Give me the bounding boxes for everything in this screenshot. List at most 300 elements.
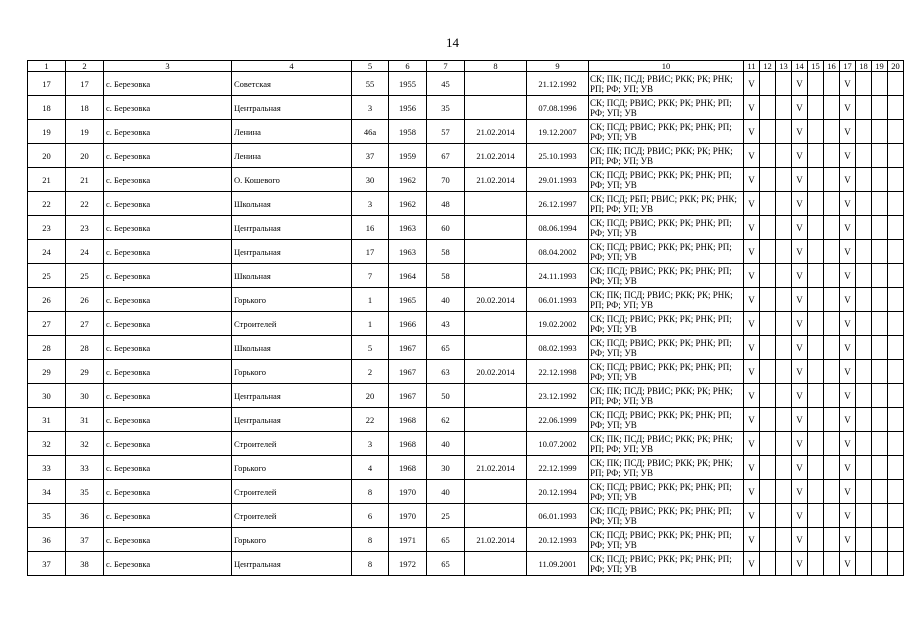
house-number-cell: 8 bbox=[352, 552, 389, 576]
row-number: 20 bbox=[28, 144, 66, 168]
empty-cell-col-18 bbox=[856, 168, 872, 192]
service-codes-cell: СК; ПК; ПСД; РВИС; РКК; РК; РНК; РП; РФ; УП; УВ bbox=[589, 288, 744, 312]
empty-cell-col-19 bbox=[872, 480, 888, 504]
empty-cell-col-15 bbox=[808, 144, 824, 168]
service-codes-cell: СК; ПСД; РВИС; РКК; РК; РНК; РП; РФ; УП; УВ bbox=[589, 360, 744, 384]
survey-date-cell bbox=[465, 240, 527, 264]
street-cell: Строителей bbox=[232, 312, 352, 336]
service-codes-cell: СК; ПК; ПСД; РВИС; РКК; РК; РНК; РП; РФ; УП; УВ bbox=[589, 144, 744, 168]
check-mark-col-14: V bbox=[792, 216, 808, 240]
survey-date-cell bbox=[465, 408, 527, 432]
empty-cell-col-20 bbox=[888, 504, 904, 528]
survey-date-cell: 21.02.2014 bbox=[465, 456, 527, 480]
empty-cell-col-12 bbox=[760, 528, 776, 552]
table-row bbox=[28, 504, 904, 528]
settlement-cell: с. Березовка bbox=[104, 192, 232, 216]
check-mark-col-17: V bbox=[840, 216, 856, 240]
empty-cell-col-13 bbox=[776, 96, 792, 120]
empty-cell-col-15 bbox=[808, 336, 824, 360]
settlement-cell: с. Березовка bbox=[104, 96, 232, 120]
empty-cell-col-16 bbox=[824, 216, 840, 240]
house-number-cell: 30 bbox=[352, 168, 389, 192]
settlement-cell: с. Березовка bbox=[104, 384, 232, 408]
empty-cell-col-20 bbox=[888, 456, 904, 480]
row-number: 17 bbox=[28, 72, 66, 96]
row-number: 24 bbox=[28, 240, 66, 264]
empty-cell-col-18 bbox=[856, 96, 872, 120]
street-cell: Центральная bbox=[232, 408, 352, 432]
empty-cell-col-18 bbox=[856, 552, 872, 576]
empty-cell-col-20 bbox=[888, 312, 904, 336]
column-header-6: 6 bbox=[389, 61, 427, 72]
house-number-cell: 6 bbox=[352, 504, 389, 528]
row-number: 19 bbox=[28, 120, 66, 144]
object-number: 28 bbox=[66, 336, 104, 360]
check-mark-col-11: V bbox=[744, 480, 760, 504]
wear-percent-cell: 58 bbox=[427, 240, 465, 264]
empty-cell-col-13 bbox=[776, 264, 792, 288]
check-mark-col-14: V bbox=[792, 336, 808, 360]
check-mark-col-11: V bbox=[744, 120, 760, 144]
table-row bbox=[28, 96, 904, 120]
empty-cell-col-13 bbox=[776, 552, 792, 576]
street-cell: Центральная bbox=[232, 96, 352, 120]
settlement-cell: с. Березовка bbox=[104, 120, 232, 144]
empty-cell-col-20 bbox=[888, 408, 904, 432]
wear-percent-cell: 40 bbox=[427, 288, 465, 312]
survey-date-cell: 21.02.2014 bbox=[465, 528, 527, 552]
row-number: 21 bbox=[28, 168, 66, 192]
empty-cell-col-16 bbox=[824, 288, 840, 312]
survey-date-cell bbox=[465, 312, 527, 336]
wear-percent-cell: 70 bbox=[427, 168, 465, 192]
empty-cell-col-16 bbox=[824, 144, 840, 168]
empty-cell-col-12 bbox=[760, 504, 776, 528]
settlement-cell: с. Березовка bbox=[104, 552, 232, 576]
year-built-cell: 1968 bbox=[389, 408, 427, 432]
empty-cell-col-20 bbox=[888, 216, 904, 240]
settlement-cell: с. Березовка bbox=[104, 216, 232, 240]
empty-cell-col-13 bbox=[776, 72, 792, 96]
empty-cell-col-12 bbox=[760, 192, 776, 216]
empty-cell-col-13 bbox=[776, 144, 792, 168]
registration-date-cell: 19.12.2007 bbox=[527, 120, 589, 144]
table-row bbox=[28, 72, 904, 96]
check-mark-col-11: V bbox=[744, 144, 760, 168]
check-mark-col-17: V bbox=[840, 432, 856, 456]
object-number: 36 bbox=[66, 504, 104, 528]
row-number: 28 bbox=[28, 336, 66, 360]
empty-cell-col-16 bbox=[824, 384, 840, 408]
wear-percent-cell: 30 bbox=[427, 456, 465, 480]
street-cell: Центральная bbox=[232, 216, 352, 240]
settlement-cell: с. Березовка bbox=[104, 408, 232, 432]
survey-date-cell: 21.02.2014 bbox=[465, 120, 527, 144]
empty-cell-col-19 bbox=[872, 504, 888, 528]
table-row bbox=[28, 432, 904, 456]
street-cell: Горького bbox=[232, 288, 352, 312]
empty-cell-col-19 bbox=[872, 120, 888, 144]
empty-cell-col-13 bbox=[776, 336, 792, 360]
check-mark-col-14: V bbox=[792, 504, 808, 528]
row-number: 25 bbox=[28, 264, 66, 288]
empty-cell-col-13 bbox=[776, 480, 792, 504]
registration-date-cell: 08.04.2002 bbox=[527, 240, 589, 264]
column-header-11: 11 bbox=[744, 61, 760, 72]
row-number: 37 bbox=[28, 552, 66, 576]
street-cell: Горького bbox=[232, 360, 352, 384]
empty-cell-col-20 bbox=[888, 168, 904, 192]
registration-date-cell: 26.12.1997 bbox=[527, 192, 589, 216]
house-number-cell: 1 bbox=[352, 288, 389, 312]
empty-cell-col-16 bbox=[824, 432, 840, 456]
empty-cell-col-15 bbox=[808, 216, 824, 240]
year-built-cell: 1965 bbox=[389, 288, 427, 312]
table-row bbox=[28, 360, 904, 384]
wear-percent-cell: 65 bbox=[427, 552, 465, 576]
year-built-cell: 1970 bbox=[389, 504, 427, 528]
object-number: 20 bbox=[66, 144, 104, 168]
check-mark-col-11: V bbox=[744, 408, 760, 432]
object-number: 31 bbox=[66, 408, 104, 432]
check-mark-col-17: V bbox=[840, 72, 856, 96]
year-built-cell: 1972 bbox=[389, 552, 427, 576]
check-mark-col-14: V bbox=[792, 432, 808, 456]
empty-cell-col-15 bbox=[808, 456, 824, 480]
survey-date-cell: 21.02.2014 bbox=[465, 144, 527, 168]
empty-cell-col-19 bbox=[872, 552, 888, 576]
column-header-13: 13 bbox=[776, 61, 792, 72]
empty-cell-col-16 bbox=[824, 96, 840, 120]
empty-cell-col-19 bbox=[872, 144, 888, 168]
object-number: 32 bbox=[66, 432, 104, 456]
check-mark-col-14: V bbox=[792, 120, 808, 144]
empty-cell-col-20 bbox=[888, 96, 904, 120]
check-mark-col-11: V bbox=[744, 216, 760, 240]
survey-date-cell bbox=[465, 336, 527, 360]
settlement-cell: с. Березовка bbox=[104, 312, 232, 336]
empty-cell-col-12 bbox=[760, 216, 776, 240]
street-cell: Школьная bbox=[232, 192, 352, 216]
wear-percent-cell: 45 bbox=[427, 72, 465, 96]
empty-cell-col-12 bbox=[760, 312, 776, 336]
row-number: 33 bbox=[28, 456, 66, 480]
empty-cell-col-19 bbox=[872, 96, 888, 120]
check-mark-col-14: V bbox=[792, 96, 808, 120]
check-mark-col-11: V bbox=[744, 168, 760, 192]
empty-cell-col-18 bbox=[856, 192, 872, 216]
empty-cell-col-20 bbox=[888, 288, 904, 312]
check-mark-col-14: V bbox=[792, 312, 808, 336]
table-row bbox=[28, 192, 904, 216]
registration-date-cell: 07.08.1996 bbox=[527, 96, 589, 120]
empty-cell-col-18 bbox=[856, 216, 872, 240]
registration-date-cell: 20.12.1993 bbox=[527, 528, 589, 552]
check-mark-col-14: V bbox=[792, 528, 808, 552]
empty-cell-col-12 bbox=[760, 360, 776, 384]
empty-cell-col-15 bbox=[808, 360, 824, 384]
service-codes-cell: СК; ПК; ПСД; РВИС; РКК; РК; РНК; РП; РФ; УП; УВ bbox=[589, 456, 744, 480]
empty-cell-col-15 bbox=[808, 480, 824, 504]
check-mark-col-11: V bbox=[744, 96, 760, 120]
empty-cell-col-13 bbox=[776, 216, 792, 240]
wear-percent-cell: 40 bbox=[427, 432, 465, 456]
object-number: 37 bbox=[66, 528, 104, 552]
street-cell: Школьная bbox=[232, 264, 352, 288]
street-cell: Строителей bbox=[232, 504, 352, 528]
row-number: 35 bbox=[28, 504, 66, 528]
empty-cell-col-15 bbox=[808, 504, 824, 528]
check-mark-col-17: V bbox=[840, 120, 856, 144]
empty-cell-col-16 bbox=[824, 168, 840, 192]
column-header-17: 17 bbox=[840, 61, 856, 72]
column-header-7: 7 bbox=[427, 61, 465, 72]
registration-date-cell: 11.09.2001 bbox=[527, 552, 589, 576]
registration-date-cell: 19.02.2002 bbox=[527, 312, 589, 336]
check-mark-col-17: V bbox=[840, 168, 856, 192]
check-mark-col-14: V bbox=[792, 288, 808, 312]
empty-cell-col-19 bbox=[872, 192, 888, 216]
empty-cell-col-16 bbox=[824, 456, 840, 480]
table-row bbox=[28, 216, 904, 240]
empty-cell-col-18 bbox=[856, 288, 872, 312]
service-codes-cell: СК; ПСД; РБП; РВИС; РКК; РК; РНК; РП; РФ; УП; УВ bbox=[589, 192, 744, 216]
check-mark-col-14: V bbox=[792, 360, 808, 384]
wear-percent-cell: 63 bbox=[427, 360, 465, 384]
street-cell: Горького bbox=[232, 456, 352, 480]
check-mark-col-11: V bbox=[744, 360, 760, 384]
empty-cell-col-19 bbox=[872, 456, 888, 480]
empty-cell-col-16 bbox=[824, 528, 840, 552]
empty-cell-col-12 bbox=[760, 72, 776, 96]
survey-date-cell bbox=[465, 216, 527, 240]
check-mark-col-17: V bbox=[840, 192, 856, 216]
year-built-cell: 1963 bbox=[389, 216, 427, 240]
settlement-cell: с. Березовка bbox=[104, 72, 232, 96]
column-header-1: 1 bbox=[28, 61, 66, 72]
survey-date-cell: 20.02.2014 bbox=[465, 360, 527, 384]
check-mark-col-14: V bbox=[792, 240, 808, 264]
check-mark-col-17: V bbox=[840, 288, 856, 312]
table-row bbox=[28, 408, 904, 432]
settlement-cell: с. Березовка bbox=[104, 240, 232, 264]
survey-date-cell bbox=[465, 72, 527, 96]
check-mark-col-17: V bbox=[840, 144, 856, 168]
house-number-cell: 16 bbox=[352, 216, 389, 240]
row-number: 26 bbox=[28, 288, 66, 312]
wear-percent-cell: 25 bbox=[427, 504, 465, 528]
empty-cell-col-16 bbox=[824, 504, 840, 528]
table-row bbox=[28, 288, 904, 312]
registration-date-cell: 25.10.1993 bbox=[527, 144, 589, 168]
empty-cell-col-18 bbox=[856, 384, 872, 408]
empty-cell-col-13 bbox=[776, 168, 792, 192]
empty-cell-col-15 bbox=[808, 384, 824, 408]
registration-date-cell: 29.01.1993 bbox=[527, 168, 589, 192]
check-mark-col-11: V bbox=[744, 528, 760, 552]
service-codes-cell: СК; ПСД; РВИС; РКК; РК; РНК; РП; РФ; УП; УВ bbox=[589, 240, 744, 264]
empty-cell-col-20 bbox=[888, 72, 904, 96]
house-number-cell: 8 bbox=[352, 528, 389, 552]
table-row bbox=[28, 120, 904, 144]
registration-date-cell: 10.07.2002 bbox=[527, 432, 589, 456]
row-number: 27 bbox=[28, 312, 66, 336]
house-number-cell: 1 bbox=[352, 312, 389, 336]
check-mark-col-17: V bbox=[840, 552, 856, 576]
empty-cell-col-19 bbox=[872, 336, 888, 360]
empty-cell-col-13 bbox=[776, 288, 792, 312]
object-number: 33 bbox=[66, 456, 104, 480]
object-number: 22 bbox=[66, 192, 104, 216]
empty-cell-col-12 bbox=[760, 336, 776, 360]
empty-cell-col-12 bbox=[760, 168, 776, 192]
house-number-cell: 20 bbox=[352, 384, 389, 408]
empty-cell-col-20 bbox=[888, 360, 904, 384]
empty-cell-col-15 bbox=[808, 528, 824, 552]
empty-cell-col-13 bbox=[776, 240, 792, 264]
empty-cell-col-20 bbox=[888, 336, 904, 360]
object-number: 21 bbox=[66, 168, 104, 192]
row-number: 23 bbox=[28, 216, 66, 240]
empty-cell-col-18 bbox=[856, 120, 872, 144]
settlement-cell: с. Березовка bbox=[104, 456, 232, 480]
empty-cell-col-19 bbox=[872, 312, 888, 336]
empty-cell-col-15 bbox=[808, 312, 824, 336]
column-header-18: 18 bbox=[856, 61, 872, 72]
check-mark-col-17: V bbox=[840, 504, 856, 528]
registration-date-cell: 20.12.1994 bbox=[527, 480, 589, 504]
house-number-cell: 8 bbox=[352, 480, 389, 504]
wear-percent-cell: 65 bbox=[427, 336, 465, 360]
object-number: 26 bbox=[66, 288, 104, 312]
wear-percent-cell: 62 bbox=[427, 408, 465, 432]
empty-cell-col-15 bbox=[808, 96, 824, 120]
object-number: 27 bbox=[66, 312, 104, 336]
empty-cell-col-12 bbox=[760, 432, 776, 456]
table-row bbox=[28, 384, 904, 408]
check-mark-col-17: V bbox=[840, 384, 856, 408]
empty-cell-col-16 bbox=[824, 72, 840, 96]
service-codes-cell: СК; ПК; ПСД; РВИС; РКК; РК; РНК; РП; РФ; УП; УВ bbox=[589, 384, 744, 408]
year-built-cell: 1968 bbox=[389, 432, 427, 456]
service-codes-cell: СК; ПСД; РВИС; РКК; РК; РНК; РП; РФ; УП; УВ bbox=[589, 408, 744, 432]
empty-cell-col-18 bbox=[856, 336, 872, 360]
empty-cell-col-20 bbox=[888, 384, 904, 408]
empty-cell-col-20 bbox=[888, 144, 904, 168]
empty-cell-col-18 bbox=[856, 480, 872, 504]
service-codes-cell: СК; ПК; ПСД; РВИС; РКК; РК; РНК; РП; РФ; УП; УВ bbox=[589, 72, 744, 96]
street-cell: Центральная bbox=[232, 240, 352, 264]
column-header-9: 9 bbox=[527, 61, 589, 72]
house-number-cell: 7 bbox=[352, 264, 389, 288]
empty-cell-col-13 bbox=[776, 408, 792, 432]
check-mark-col-17: V bbox=[840, 456, 856, 480]
table-row bbox=[28, 312, 904, 336]
empty-cell-col-12 bbox=[760, 240, 776, 264]
registry-table-container bbox=[27, 60, 900, 576]
empty-cell-col-15 bbox=[808, 72, 824, 96]
year-built-cell: 1963 bbox=[389, 240, 427, 264]
empty-cell-col-12 bbox=[760, 552, 776, 576]
object-number: 17 bbox=[66, 72, 104, 96]
empty-cell-col-16 bbox=[824, 336, 840, 360]
check-mark-col-11: V bbox=[744, 240, 760, 264]
wear-percent-cell: 67 bbox=[427, 144, 465, 168]
house-number-cell: 4 bbox=[352, 456, 389, 480]
check-mark-col-14: V bbox=[792, 480, 808, 504]
empty-cell-col-16 bbox=[824, 192, 840, 216]
empty-cell-col-16 bbox=[824, 264, 840, 288]
column-header-19: 19 bbox=[872, 61, 888, 72]
house-number-cell: 3 bbox=[352, 192, 389, 216]
row-number: 22 bbox=[28, 192, 66, 216]
empty-cell-col-18 bbox=[856, 312, 872, 336]
service-codes-cell: СК; ПСД; РВИС; РКК; РК; РНК; РП; РФ; УП; УВ bbox=[589, 504, 744, 528]
empty-cell-col-13 bbox=[776, 432, 792, 456]
survey-date-cell bbox=[465, 264, 527, 288]
empty-cell-col-13 bbox=[776, 312, 792, 336]
empty-cell-col-12 bbox=[760, 96, 776, 120]
street-cell: Советская bbox=[232, 72, 352, 96]
column-header-2: 2 bbox=[66, 61, 104, 72]
page-number: 14 bbox=[446, 35, 459, 50]
survey-date-cell bbox=[465, 192, 527, 216]
year-built-cell: 1966 bbox=[389, 312, 427, 336]
registration-date-cell: 06.01.1993 bbox=[527, 288, 589, 312]
empty-cell-col-15 bbox=[808, 192, 824, 216]
house-number-cell: 37 bbox=[352, 144, 389, 168]
empty-cell-col-19 bbox=[872, 264, 888, 288]
empty-cell-col-19 bbox=[872, 168, 888, 192]
column-header-4: 4 bbox=[232, 61, 352, 72]
survey-date-cell bbox=[465, 96, 527, 120]
empty-cell-col-13 bbox=[776, 360, 792, 384]
check-mark-col-11: V bbox=[744, 384, 760, 408]
year-built-cell: 1955 bbox=[389, 72, 427, 96]
registration-date-cell: 08.06.1994 bbox=[527, 216, 589, 240]
house-number-cell: 2 bbox=[352, 360, 389, 384]
empty-cell-col-13 bbox=[776, 120, 792, 144]
settlement-cell: с. Березовка bbox=[104, 288, 232, 312]
check-mark-col-17: V bbox=[840, 336, 856, 360]
empty-cell-col-19 bbox=[872, 384, 888, 408]
wear-percent-cell: 35 bbox=[427, 96, 465, 120]
street-cell: Ленина bbox=[232, 144, 352, 168]
object-number: 23 bbox=[66, 216, 104, 240]
object-number: 25 bbox=[66, 264, 104, 288]
settlement-cell: с. Березовка bbox=[104, 432, 232, 456]
house-number-cell: 17 bbox=[352, 240, 389, 264]
service-codes-cell: СК; ПСД; РВИС; РКК; РК; РНК; РП; РФ; УП; УВ bbox=[589, 312, 744, 336]
service-codes-cell: СК; ПСД; РВИС; РКК; РК; РНК; РП; РФ; УП; УВ bbox=[589, 336, 744, 360]
year-built-cell: 1962 bbox=[389, 192, 427, 216]
year-built-cell: 1970 bbox=[389, 480, 427, 504]
settlement-cell: с. Березовка bbox=[104, 528, 232, 552]
registration-date-cell: 23.12.1992 bbox=[527, 384, 589, 408]
empty-cell-col-19 bbox=[872, 432, 888, 456]
registration-date-cell: 06.01.1993 bbox=[527, 504, 589, 528]
year-built-cell: 1964 bbox=[389, 264, 427, 288]
column-header-8: 8 bbox=[465, 61, 527, 72]
year-built-cell: 1956 bbox=[389, 96, 427, 120]
year-built-cell: 1967 bbox=[389, 360, 427, 384]
year-built-cell: 1968 bbox=[389, 456, 427, 480]
wear-percent-cell: 65 bbox=[427, 528, 465, 552]
year-built-cell: 1959 bbox=[389, 144, 427, 168]
service-codes-cell: СК; ПСД; РВИС; РКК; РК; РНК; РП; РФ; УП; УВ bbox=[589, 168, 744, 192]
check-mark-col-17: V bbox=[840, 264, 856, 288]
empty-cell-col-20 bbox=[888, 528, 904, 552]
